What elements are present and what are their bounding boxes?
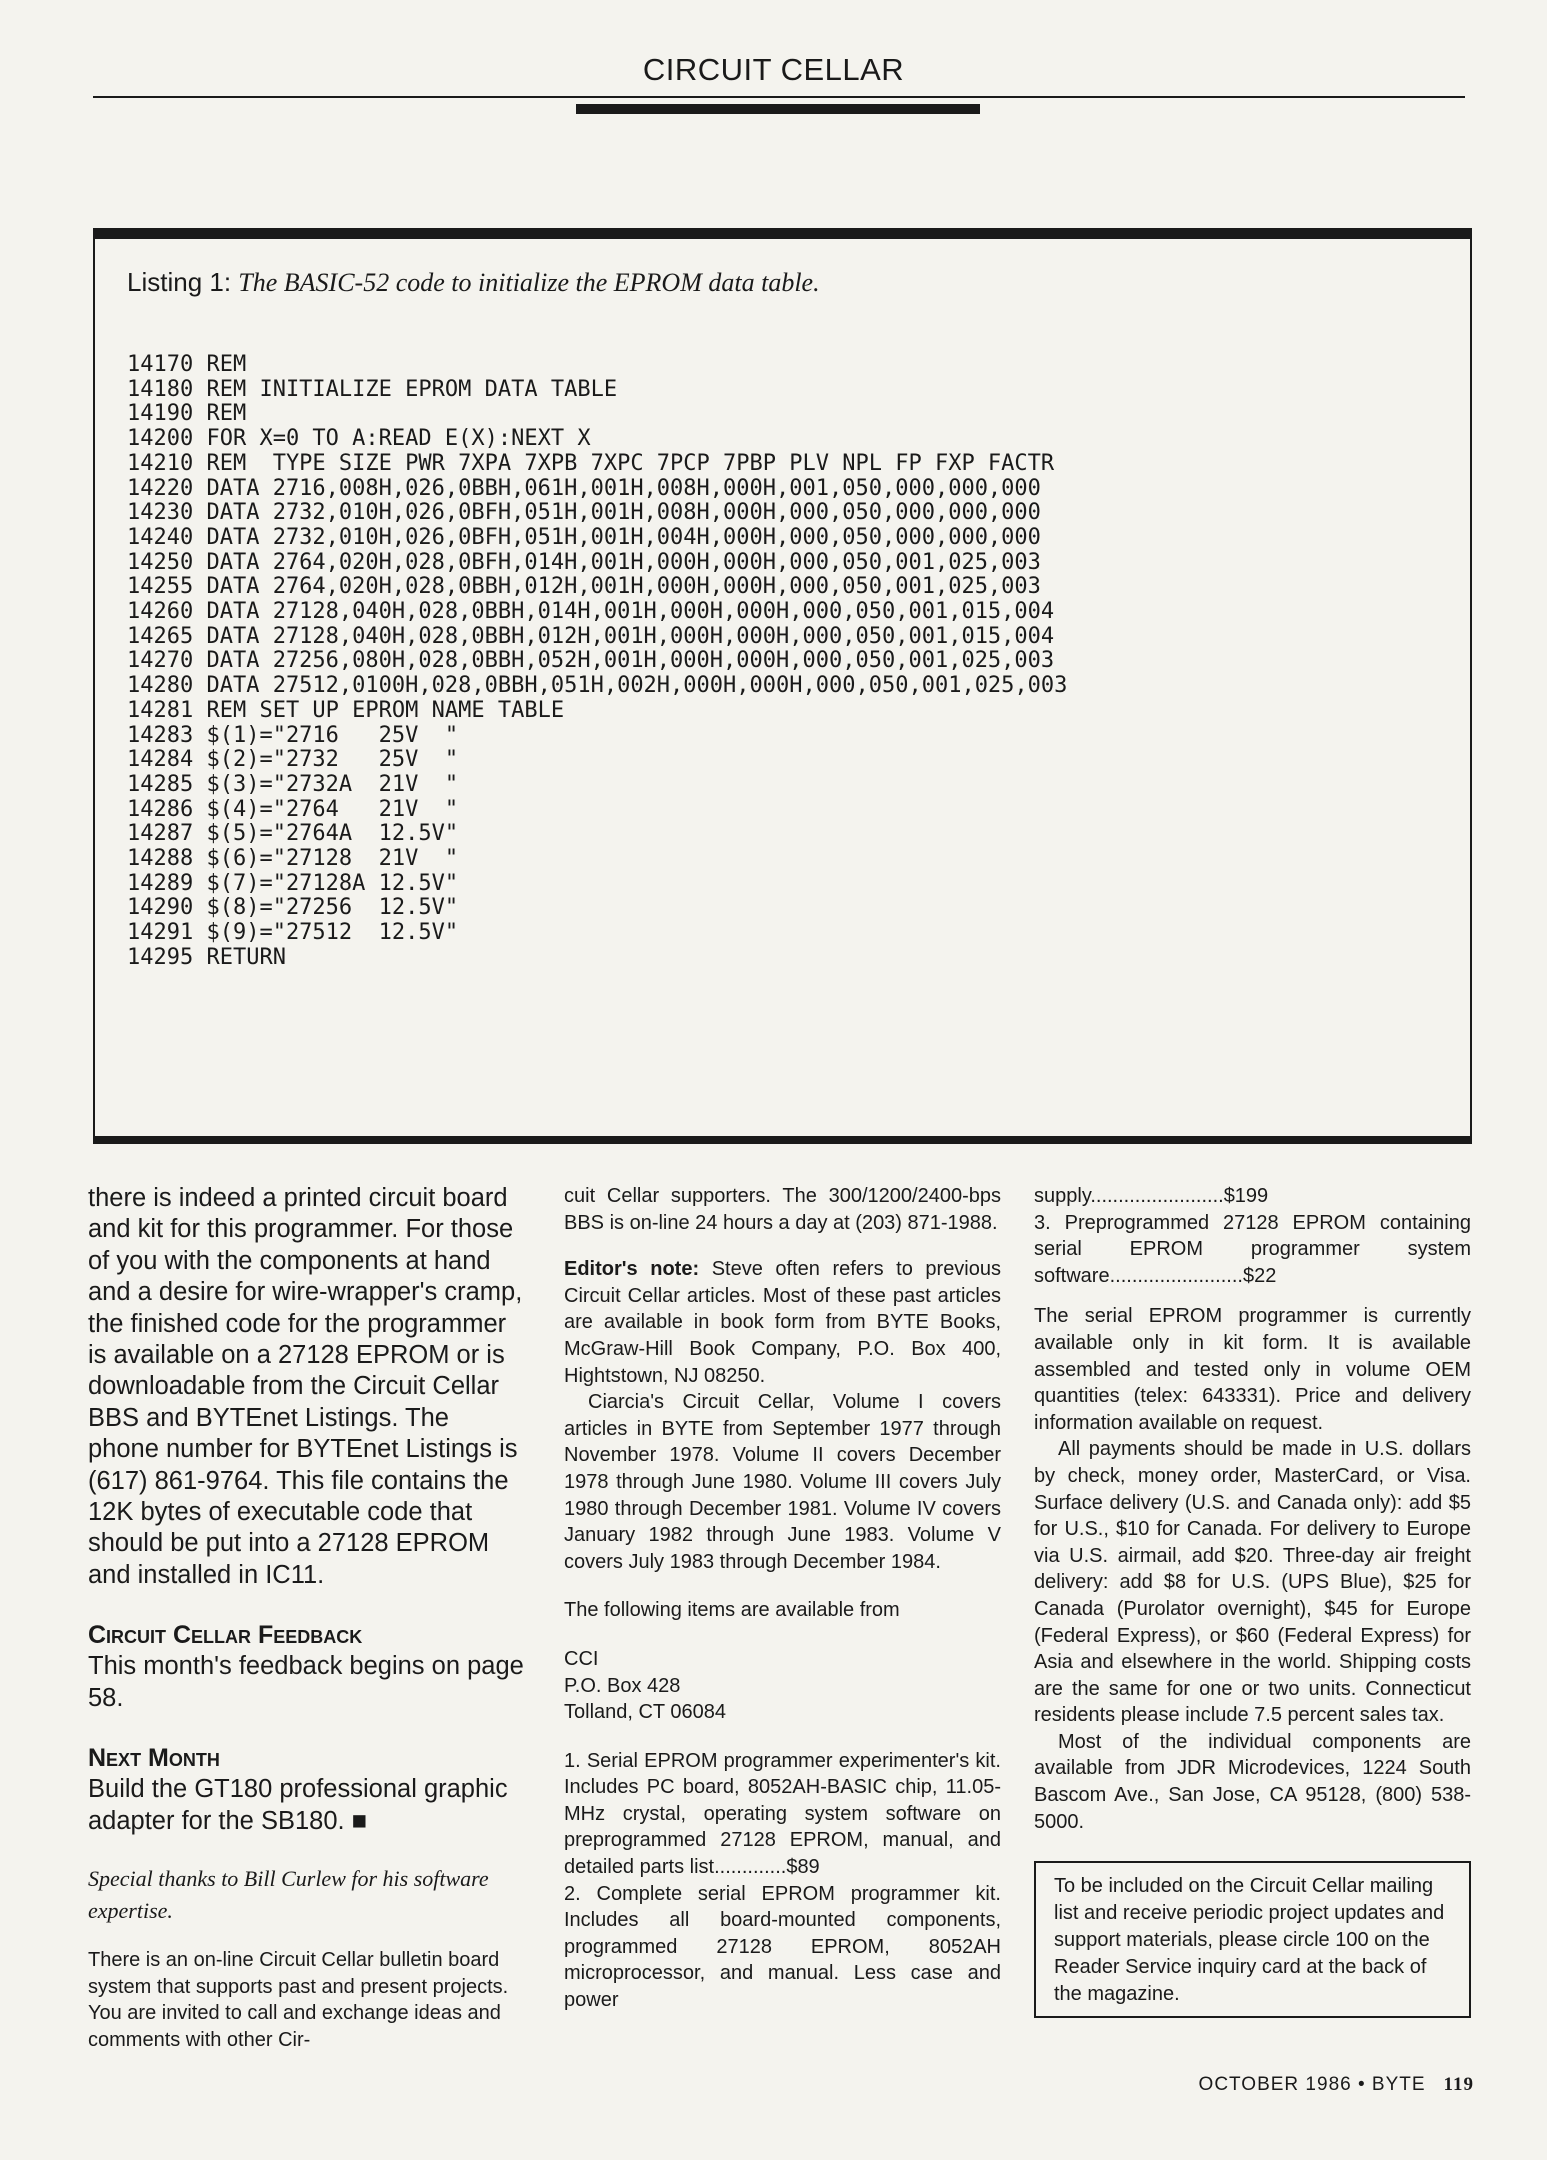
code-line: 14210 REM TYPE SIZE PWR 7XPA 7XPB 7XPC 7PCP 7PBP PLV NPL FP FXP FACTR [127,450,1055,476]
feedback-paragraph: This month's feedback begins on page 58. [88,1652,524,1712]
code-line: 14250 DATA 2764,020H,028,0BFH,014H,001H,000H,000H,000,050,001,025,003 [127,549,1041,575]
page-number: 119 [1443,2074,1474,2095]
available-from: The following items are available from [564,1599,900,1622]
item-3: 3. Preprogrammed 27128 EPROM containing serial EPROM programmer system software........................$22 [1034,1211,1471,1287]
code-line: 14240 DATA 2732,010H,026,0BFH,051H,001H,004H,000H,000,050,000,000,000 [127,524,1041,550]
editor-note-text: Steve often refers to previous Circuit Cellar articles. Most of these past articles are available in book form from BYTE Books, McGraw-Hill Book Company, P.O. Box 400, Hightstown, NJ 08250. [564,1258,1001,1387]
editor-note-label: Editor's note: [564,1258,712,1281]
code-listing [127,353,1067,971]
next-month-heading: Next Month [88,1744,220,1773]
item-2: 2. Complete serial EPROM programmer kit. Includes all board-mounted components, programmed 27128 EPROM, 8052AH microprocessor, and manual. Less case and power [564,1882,1001,2012]
section-title: CIRCUIT CELLAR [642,52,905,87]
code-line: 14230 DATA 2732,010H,026,0BFH,051H,001H,008H,000H,000,050,000,000,000 [127,500,1041,526]
editor-note [564,1256,1001,1389]
column-3 [1034,1183,1471,2018]
header-rule [93,96,1465,98]
code-line: 14200 FOR X=0 TO A:READ E(X):NEXT X [127,426,591,452]
address-line: Tolland, CT 06084 [564,1701,726,1724]
code-line: 14260 DATA 27128,040H,028,0BBH,014H,001H,000H,000H,000,050,001,015,004 [127,599,1055,625]
code-line: 14255 DATA 2764,020H,028,0BBH,012H,001H,000H,000H,000,050,001,025,003 [127,574,1041,600]
code-line: 14287 $(5)="2764A 12.5V" [127,821,459,847]
header-bar [576,104,980,114]
code-line: 14285 $(3)="2732A 21V " [127,771,459,797]
payments-paragraph: All payments should be made in U.S. dollars by check, money order, MasterCard, or Visa. Surface delivery (U.S. and Canada only): add $5 for U.S., $10 for Canada. For delivery to Europe via U.S. airmail, add $20. Three-day air freight delivery: add $8 for U.S. (UPS Blue), $25 for Canada (Purolator overnight), $45 for Europe (Federal Express), or $60 (Federal Express) for Asia and elsewhere in the world. Shipping costs are the same for one or two units. Connecticut residents please include 7.5 percent sales tax. [1034,1438,1471,1727]
bbs-paragraph: There is an on-line Circuit Cellar bulletin board system that supports past and present projects. You are invited to call and exchange ideas and comments with other Cir- [88,1948,509,2051]
code-line: 14180 REM INITIALIZE EPROM DATA TABLE [127,376,618,402]
kit-form-paragraph: The serial EPROM programmer is currently available only in kit form. It is available assembled and tested only in volume OEM quantities (telex: 643331). Price and delivery information available on request. [1034,1305,1471,1434]
thanks-note: Special thanks to Bill Curlew for his software expertise. [88,1865,489,1923]
code-line: 14289 $(7)="27128A 12.5V" [127,870,459,896]
code-line: 14295 RETURN [127,944,286,970]
column-2 [564,1183,1001,2014]
code-line: 14286 $(4)="2764 21V " [127,796,459,822]
page-footer [1100,2074,1474,2096]
code-line: 14270 DATA 27256,080H,028,0BBH,052H,001H,000H,000H,000,050,001,025,003 [127,648,1055,674]
code-listing-box [93,228,1472,1144]
code-line: 14281 REM SET UP EPROM NAME TABLE [127,697,565,723]
code-line: 14170 REM [127,352,247,377]
code-line: 14283 $(1)="2716 25V " [127,722,459,748]
code-line: 14280 DATA 27512,0100H,028,0BBH,051H,002H,000H,000H,000,050,001,025,003 [127,673,1068,699]
code-line: 14288 $(6)="27128 21V " [127,846,459,872]
code-line: 14290 $(8)="27256 12.5V" [127,895,459,921]
code-line: 14291 $(9)="27512 12.5V" [127,920,459,946]
components-paragraph: Most of the individual components are available from JDR Microdevices, 1224 South Bascom Ave., San Jose, CA 95128, (800) 538-5000. [1034,1730,1471,1833]
bbs-continued: cuit Cellar supporters. The 300/1200/2400-bps BBS is on-line 24 hours a day at (203) 871-1988. [564,1185,1001,1234]
code-line: 14284 $(2)="2732 25V " [127,747,459,773]
intro-paragraph: there is indeed a printed circuit board and kit for this programmer. For those of you with the components at hand and a desire for wire-wrapper's cramp, the finished code for the programmer is available on a 27128 EPROM or is downloadable from the Circuit Cellar BBS and BYTEnet Listings. The phone number for BYTEnet Listings is (617) 861-9764. This file contains the 12K bytes of executable code that should be put into a 27128 EPROM and installed in IC11. [88,1184,523,1589]
item-2-continued: supply........................$199 [1034,1185,1269,1207]
feedback-heading: Circuit Cellar Feedback [88,1621,363,1650]
listing-caption-text: The BASIC-52 code to initialize the EPROM data table. [238,268,820,297]
item-1: 1. Serial EPROM programmer experimenter's kit. Includes PC board, 8052AH-BASIC chip, 11.05-MHz crystal, operating system software on preprogrammed 27128 EPROM, manual, and detailed parts list.............$89 [564,1749,1001,1879]
address-block [564,1646,1001,1726]
listing-label: Listing 1: [127,267,239,297]
address-line: CCI [564,1647,599,1670]
issue-label: OCTOBER 1986 • BYTE [1198,2074,1426,2095]
next-month-paragraph: Build the GT180 professional graphic adapter for the SB180. ■ [88,1775,508,1835]
listing-caption [127,267,820,298]
volumes-paragraph: Ciarcia's Circuit Cellar, Volume I covers articles in BYTE from September 1977 through November 1978. Volume II covers December 1978 through June 1980. Volume III covers July 1980 through December 1981. Volume IV covers January 1982 through June 1983. Volume V covers July 1983 through December 1984. [564,1391,1001,1573]
code-line: 14190 REM [127,401,247,427]
code-line: 14220 DATA 2716,008H,026,0BBH,061H,001H,008H,000H,001,050,000,000,000 [127,475,1041,501]
column-1 [88,1183,524,2053]
mailing-list-box: To be included on the Circuit Cellar mailing list and receive periodic project updates and support materials, please circle 100 on the Reader Service inquiry card at the back of the magazine. [1034,1861,1471,2018]
code-line: 14265 DATA 27128,040H,028,0BBH,012H,001H,000H,000H,000,050,001,015,004 [127,623,1055,649]
address-line: P.O. Box 428 [564,1674,681,1697]
